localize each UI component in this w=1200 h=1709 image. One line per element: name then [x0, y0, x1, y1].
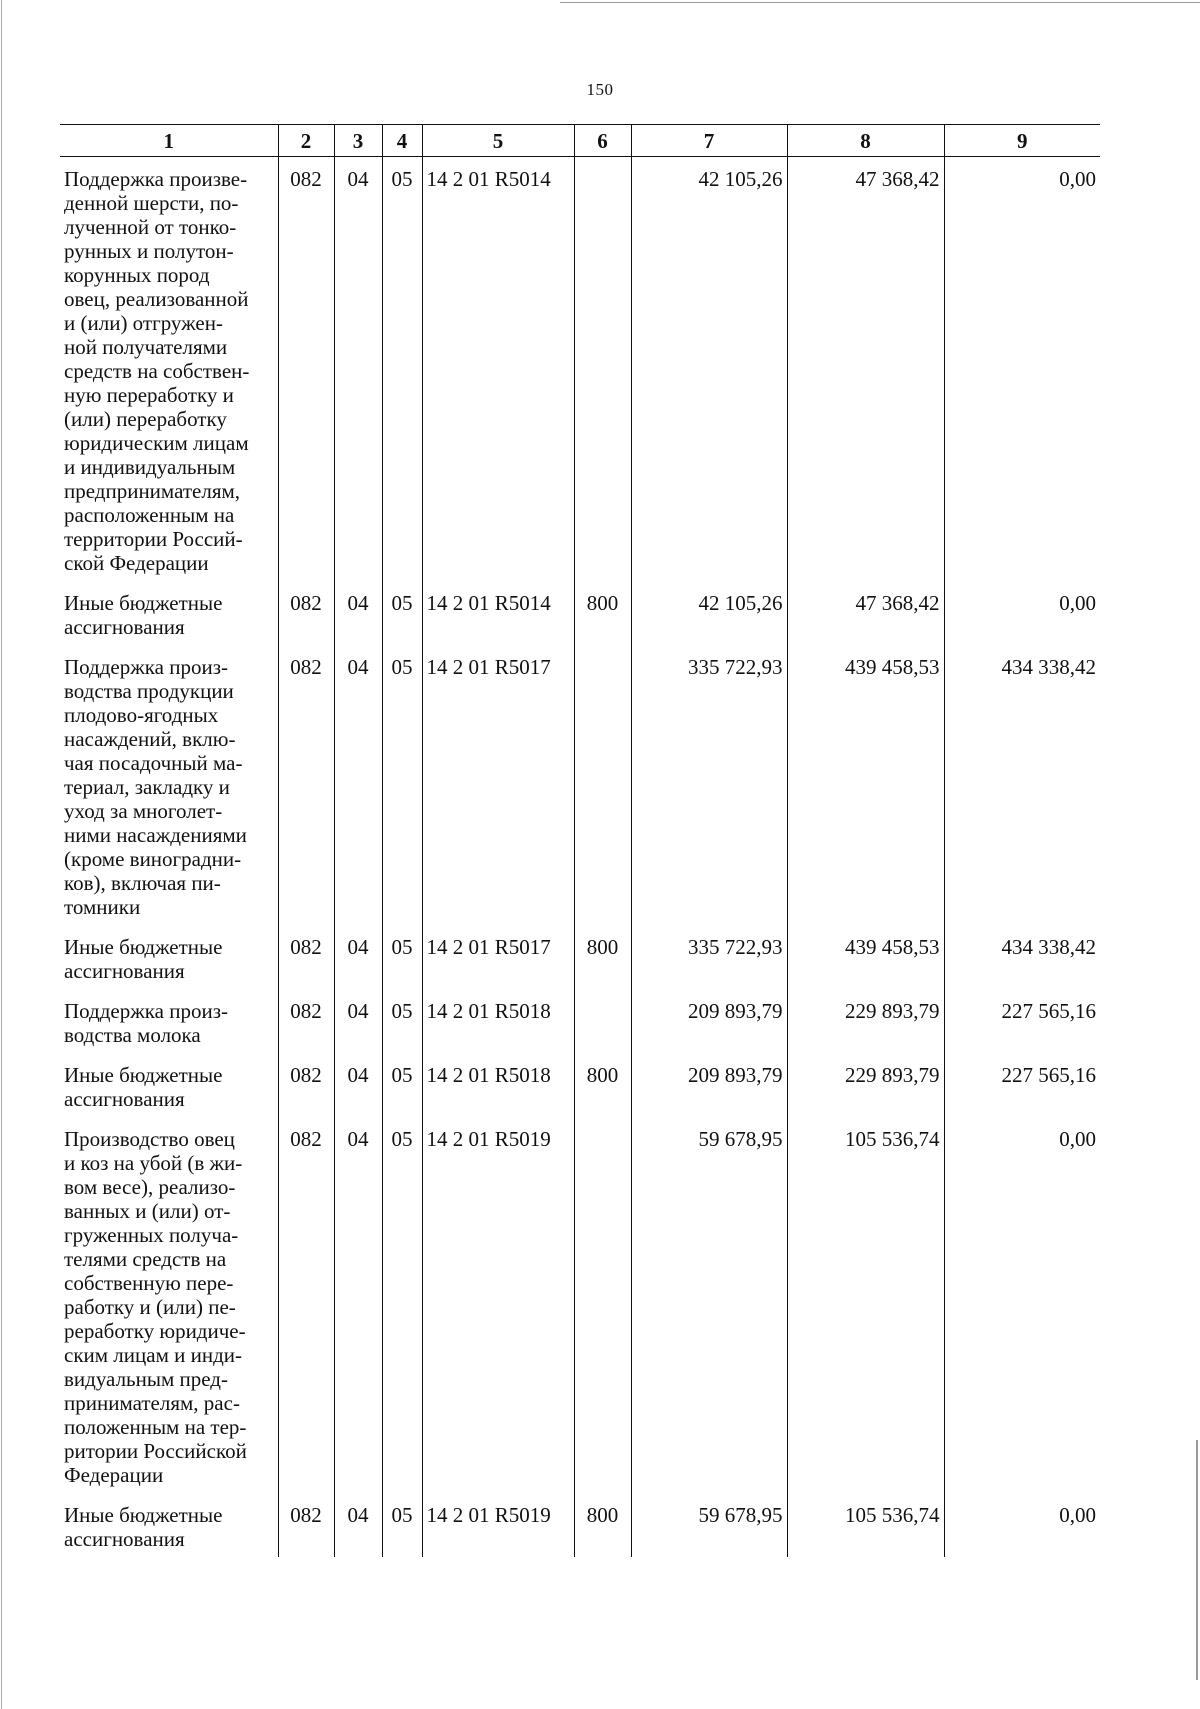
- row-ved-text: 082: [290, 591, 322, 615]
- row-csr-cell: [422, 645, 574, 925]
- row-amount-2-cell: [787, 925, 944, 989]
- row-pr-text: 05: [391, 1063, 413, 1087]
- row-name-text: Поддержка произве- денной шерсти, по- лученной от тонко- рунных и полутон- корунных пород овец, реализованной и (или) отгружен- ной получателями средств на собствен- ную переработку и (или) переработку юридическим лицам и индивидуальным предпринимателям, расположенным на территории Россий- ской Федерации: [64, 167, 250, 575]
- row-amount-3-cell: [944, 1053, 1100, 1117]
- row-amount-3-cell: [944, 645, 1100, 925]
- row-amount-3-text: 0,00: [1059, 167, 1096, 191]
- row-rz-cell: [334, 925, 382, 989]
- row-ved-cell: [278, 989, 334, 1053]
- row-amount-3-cell: [944, 925, 1100, 989]
- row-ved-cell: [278, 1117, 334, 1493]
- row-amount-3-text: 0,00: [1059, 1503, 1096, 1527]
- row-ved-cell: [278, 925, 334, 989]
- row-name-cell: [60, 645, 278, 925]
- row-rz-text: 04: [347, 935, 369, 959]
- row-name-text: Производство овец и коз на убой (в жи- вом весе), реализо- ванных и (или) от- груженных получа- телями средств на собственную пере- работку и (или) пе- реработку юридиче- ским лицам и инди- видуальным пред- принимателям, рас- положенным на тер- ритории Российской Федерации: [64, 1127, 247, 1487]
- row-csr-text: 14 2 01 R5017: [426, 655, 551, 679]
- row-pr-text: 05: [391, 591, 413, 615]
- header-col-5: 5: [422, 125, 574, 157]
- row-pr-text: 05: [391, 167, 413, 191]
- table-row: [60, 989, 1100, 1053]
- row-pr-cell: [382, 1117, 422, 1493]
- table-row: [60, 1117, 1100, 1493]
- row-amount-2-text: 105 536,74: [845, 1503, 940, 1527]
- row-amount-2-cell: [787, 989, 944, 1053]
- row-vr-cell: [574, 1117, 631, 1493]
- row-amount-2-cell: [787, 1493, 944, 1557]
- row-amount-2-cell: [787, 581, 944, 645]
- row-amount-1-text: 59 678,95: [698, 1127, 783, 1151]
- row-amount-1-cell: [631, 157, 787, 582]
- row-amount-3-cell: [944, 989, 1100, 1053]
- row-csr-text: 14 2 01 R5018: [426, 1063, 551, 1087]
- row-amount-1-text: 209 893,79: [688, 999, 783, 1023]
- row-rz-cell: [334, 1493, 382, 1557]
- row-amount-2-text: 47 368,42: [855, 591, 940, 615]
- row-amount-3-text: 227 565,16: [1001, 999, 1096, 1023]
- header-col-1: 1: [60, 125, 278, 157]
- row-vr-text: 800: [586, 1503, 619, 1527]
- row-vr-cell: [574, 157, 631, 582]
- row-csr-text: 14 2 01 R5018: [426, 999, 551, 1023]
- row-amount-1-text: 59 678,95: [698, 1503, 783, 1527]
- header-col-6: 6: [574, 125, 631, 157]
- row-vr-text: 800: [586, 1063, 619, 1087]
- row-name-text: Иные бюджетные ассигнования: [64, 1063, 223, 1111]
- table-row: [60, 1053, 1100, 1117]
- row-csr-cell: [422, 1053, 574, 1117]
- row-amount-2-text: 229 893,79: [845, 1063, 940, 1087]
- row-vr-cell: [574, 1493, 631, 1557]
- row-name-cell: [60, 989, 278, 1053]
- row-ved-text: 082: [290, 1503, 322, 1527]
- row-rz-text: 04: [347, 167, 369, 191]
- row-amount-1-cell: [631, 925, 787, 989]
- row-csr-text: 14 2 01 R5014: [426, 591, 551, 615]
- row-pr-text: 05: [391, 1127, 413, 1151]
- row-ved-text: 082: [290, 1063, 322, 1087]
- row-csr-cell: [422, 157, 574, 582]
- row-ved-text: 082: [290, 655, 322, 679]
- row-ved-cell: [278, 1493, 334, 1557]
- row-vr-cell: [574, 581, 631, 645]
- row-csr-cell: [422, 989, 574, 1053]
- row-amount-3-cell: [944, 1493, 1100, 1557]
- header-col-8: 8: [787, 125, 944, 157]
- header-col-7: 7: [631, 125, 787, 157]
- row-rz-text: 04: [347, 591, 369, 615]
- row-ved-cell: [278, 157, 334, 582]
- row-amount-2-cell: [787, 157, 944, 582]
- row-rz-cell: [334, 989, 382, 1053]
- header-col-2: 2: [278, 125, 334, 157]
- table-row: [60, 157, 1100, 582]
- row-ved-cell: [278, 645, 334, 925]
- row-amount-3-text: 227 565,16: [1001, 1063, 1096, 1087]
- row-name-text: Иные бюджетные ассигнования: [64, 591, 223, 639]
- row-csr-cell: [422, 1493, 574, 1557]
- row-amount-1-text: 335 722,93: [688, 655, 783, 679]
- row-name-cell: [60, 925, 278, 989]
- row-pr-cell: [382, 581, 422, 645]
- row-amount-3-cell: [944, 157, 1100, 582]
- row-amount-3-text: 0,00: [1059, 591, 1096, 615]
- row-amount-1-cell: [631, 645, 787, 925]
- row-rz-cell: [334, 1117, 382, 1493]
- row-vr-text: 800: [586, 935, 619, 959]
- row-amount-2-cell: [787, 1053, 944, 1117]
- row-pr-text: 05: [391, 935, 413, 959]
- table-row: [60, 1493, 1100, 1557]
- row-vr-cell: [574, 925, 631, 989]
- row-rz-text: 04: [347, 1503, 369, 1527]
- row-csr-cell: [422, 581, 574, 645]
- row-rz-cell: [334, 1053, 382, 1117]
- row-rz-text: 04: [347, 1127, 369, 1151]
- row-amount-3-cell: [944, 581, 1100, 645]
- header-col-3: 3: [334, 125, 382, 157]
- row-name-cell: [60, 1493, 278, 1557]
- row-rz-text: 04: [347, 1063, 369, 1087]
- row-rz-text: 04: [347, 655, 369, 679]
- row-amount-1-cell: [631, 989, 787, 1053]
- row-name-text: Поддержка произ- водства продукции плодово-ягодных насаждений, вклю- чая посадочный ма- териал, закладку и уход за многолет- ними насаждениями (кроме виноградни- ков), включая пи- томники: [64, 655, 247, 919]
- row-pr-cell: [382, 157, 422, 582]
- row-amount-2-text: 47 368,42: [855, 167, 940, 191]
- row-amount-3-text: 434 338,42: [1001, 935, 1096, 959]
- row-name-text: Иные бюджетные ассигнования: [64, 1503, 223, 1551]
- row-pr-cell: [382, 925, 422, 989]
- row-amount-2-text: 229 893,79: [845, 999, 940, 1023]
- row-pr-cell: [382, 645, 422, 925]
- row-amount-3-text: 434 338,42: [1001, 655, 1096, 679]
- scan-edge-left: [1, 0, 2, 1709]
- row-amount-2-text: 439 458,53: [845, 935, 940, 959]
- scan-edge-right: [1196, 1440, 1198, 1680]
- row-csr-cell: [422, 1117, 574, 1493]
- row-ved-cell: [278, 1053, 334, 1117]
- row-amount-3-cell: [944, 1117, 1100, 1493]
- row-pr-cell: [382, 1493, 422, 1557]
- row-csr-cell: [422, 925, 574, 989]
- table-body: [60, 157, 1100, 1558]
- row-amount-1-text: 209 893,79: [688, 1063, 783, 1087]
- row-pr-cell: [382, 1053, 422, 1117]
- row-vr-cell: [574, 1053, 631, 1117]
- row-name-text: Иные бюджетные ассигнования: [64, 935, 223, 983]
- row-rz-cell: [334, 157, 382, 582]
- table-row: [60, 645, 1100, 925]
- row-name-cell: [60, 157, 278, 582]
- row-pr-cell: [382, 989, 422, 1053]
- row-csr-text: 14 2 01 R5017: [426, 935, 551, 959]
- row-vr-cell: [574, 989, 631, 1053]
- header-col-9: 9: [944, 125, 1100, 157]
- row-rz-cell: [334, 581, 382, 645]
- table-row: [60, 925, 1100, 989]
- row-ved-cell: [278, 581, 334, 645]
- row-amount-1-text: 42 105,26: [698, 591, 783, 615]
- row-amount-3-text: 0,00: [1059, 1127, 1096, 1151]
- row-vr-text: 800: [586, 591, 619, 615]
- table-row: [60, 581, 1100, 645]
- row-ved-text: 082: [290, 935, 322, 959]
- row-rz-cell: [334, 645, 382, 925]
- row-ved-text: 082: [290, 167, 322, 191]
- row-pr-text: 05: [391, 999, 413, 1023]
- scan-edge-top: [560, 2, 1200, 3]
- row-amount-2-cell: [787, 645, 944, 925]
- row-name-text: Поддержка произ- водства молока: [64, 999, 228, 1047]
- row-amount-1-cell: [631, 581, 787, 645]
- row-name-cell: [60, 1117, 278, 1493]
- row-ved-text: 082: [290, 1127, 322, 1151]
- row-amount-1-cell: [631, 1053, 787, 1117]
- row-ved-text: 082: [290, 999, 322, 1023]
- row-pr-text: 05: [391, 655, 413, 679]
- header-row: [60, 125, 1100, 157]
- row-amount-1-text: 335 722,93: [688, 935, 783, 959]
- header-col-4: 4: [382, 125, 422, 157]
- row-pr-text: 05: [391, 1503, 413, 1527]
- row-amount-1-cell: [631, 1493, 787, 1557]
- row-amount-2-text: 439 458,53: [845, 655, 940, 679]
- row-name-cell: [60, 1053, 278, 1117]
- row-amount-2-cell: [787, 1117, 944, 1493]
- row-csr-text: 14 2 01 R5019: [426, 1503, 551, 1527]
- page-number: 150: [586, 80, 614, 99]
- budget-table: [60, 124, 1100, 1557]
- row-csr-text: 14 2 01 R5014: [426, 167, 551, 191]
- row-csr-text: 14 2 01 R5019: [426, 1127, 551, 1151]
- row-amount-1-text: 42 105,26: [698, 167, 783, 191]
- row-name-cell: [60, 581, 278, 645]
- row-amount-2-text: 105 536,74: [845, 1127, 940, 1151]
- row-vr-cell: [574, 645, 631, 925]
- row-rz-text: 04: [347, 999, 369, 1023]
- row-amount-1-cell: [631, 1117, 787, 1493]
